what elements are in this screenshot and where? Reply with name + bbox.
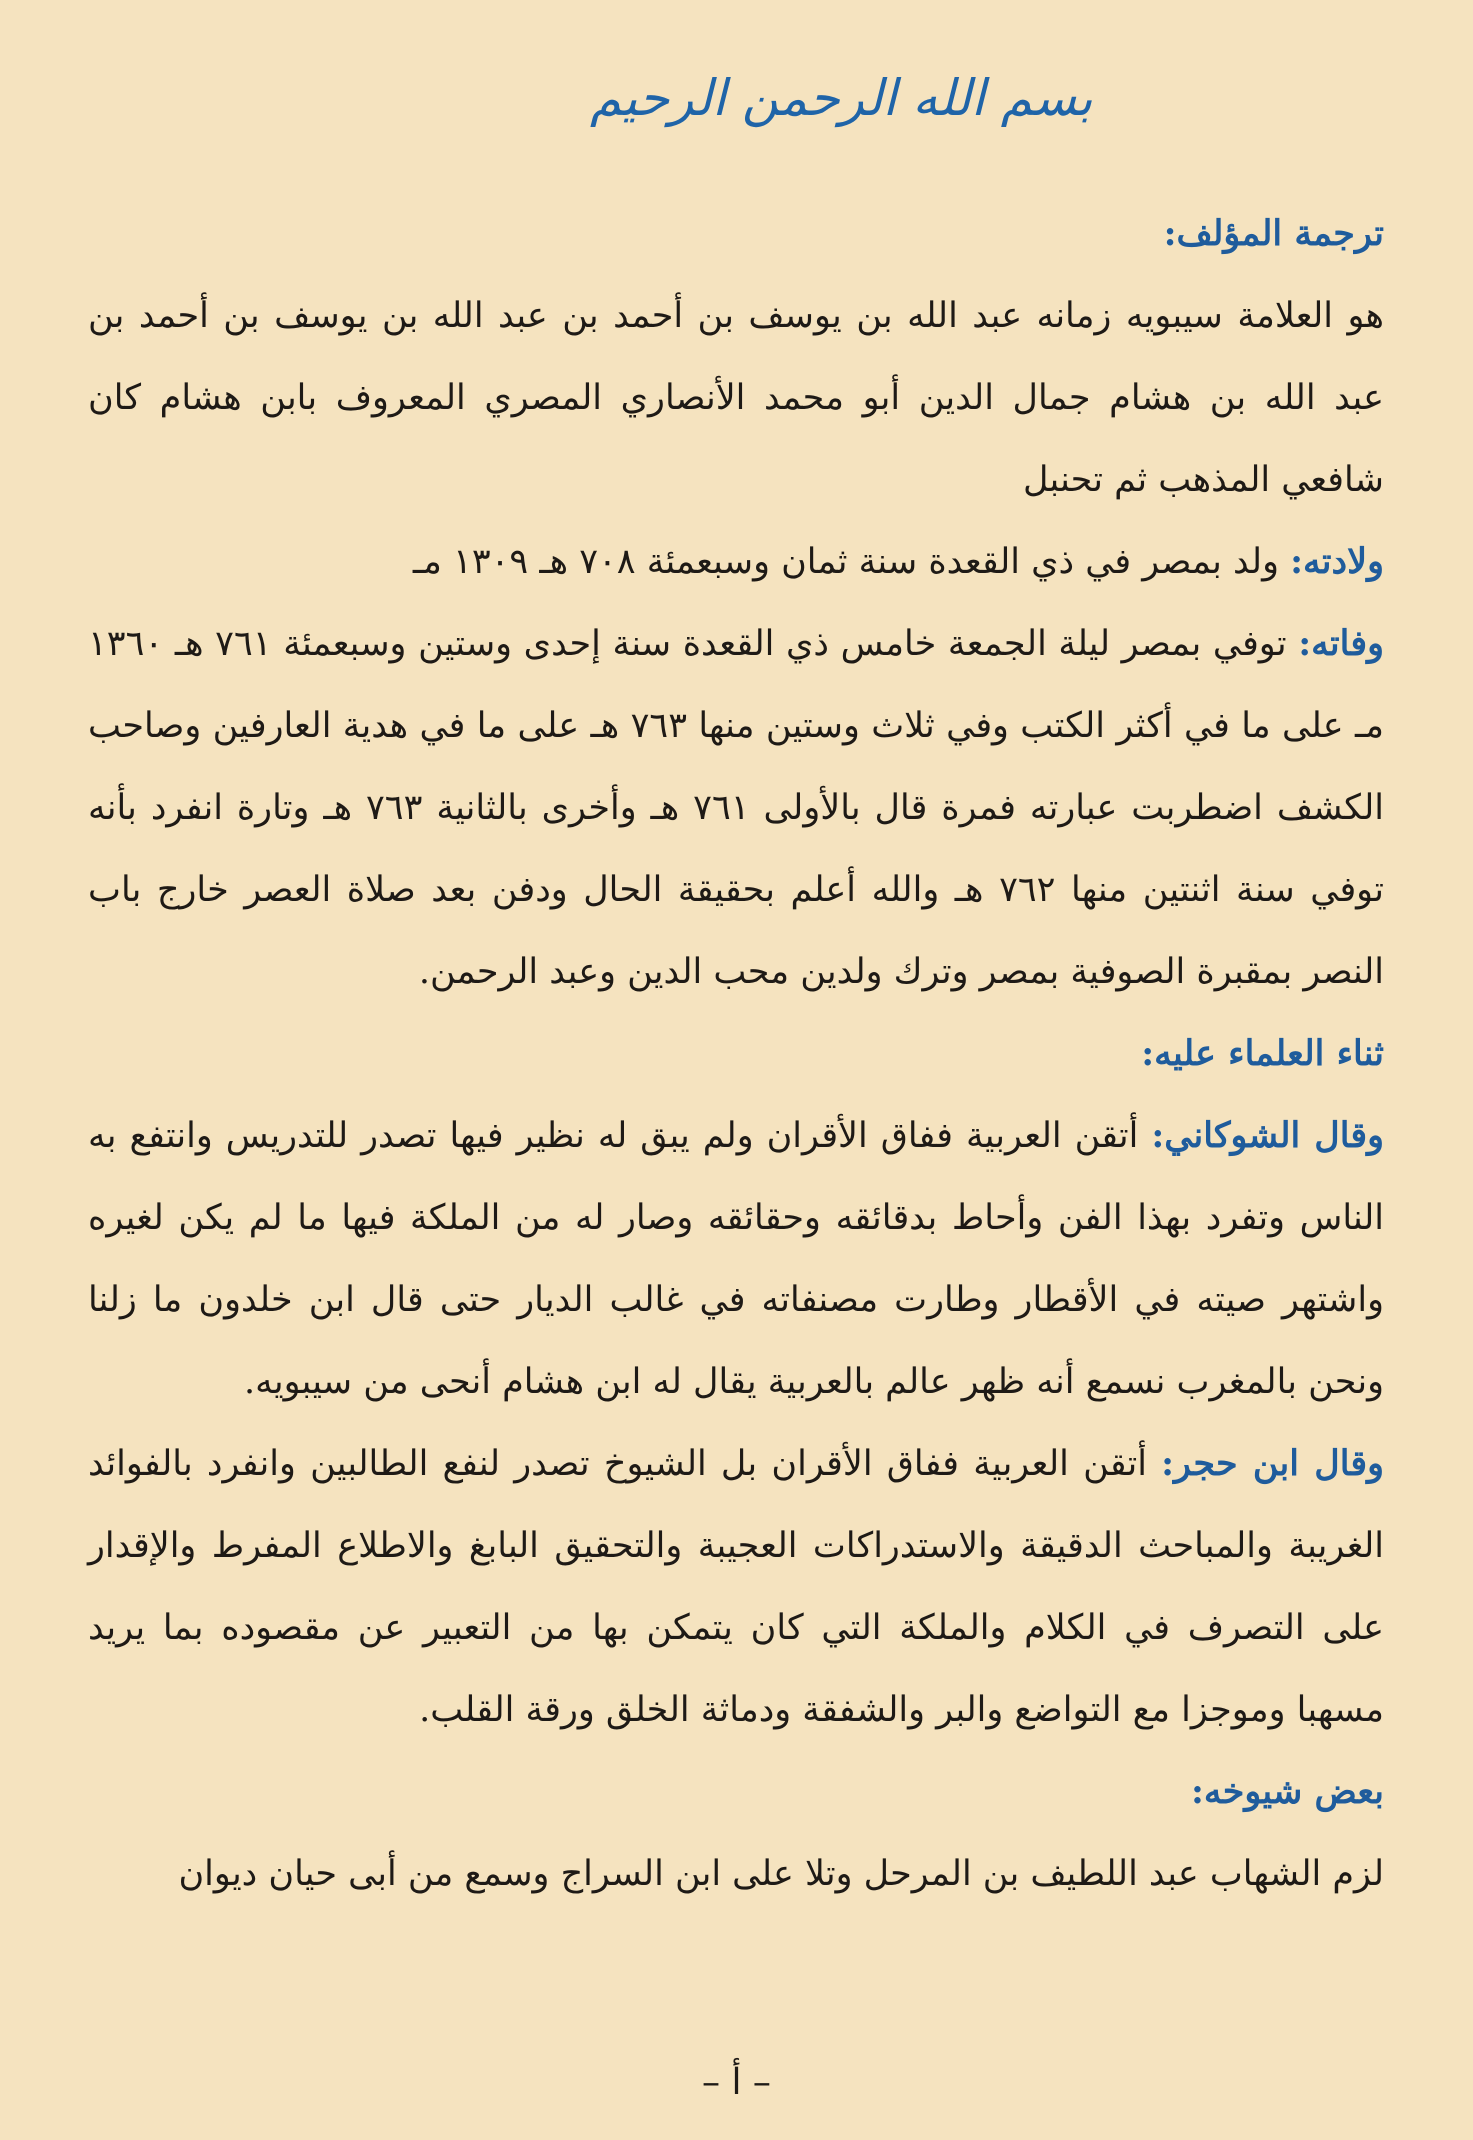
shawkani-paragraph (88, 1095, 1384, 1423)
hajar-label: وقال ابن حجر: (1161, 1443, 1384, 1484)
death-label: وفاته: (1298, 623, 1384, 664)
birth-label: ولادته: (1290, 541, 1384, 582)
hajar-text: أتقن العربية ففاق الأقران بل الشيوخ تصدر لنفع الطالبين وانفرد بالفوائد الغريبة والمباحث الدقيقة والاستدراكات العجيبة والتحقيق البابغ والاطلاع المفرط والإقدار على التصرف في الكلام والملكة التي كان يتمكن بها من التعبير عن مقصوده بما يريد مسهبا وموجزا مع التواضع والبر والشفقة ودماثة الخلق ورقة القلب. (88, 1444, 1384, 1730)
bio-paragraph: هو العلامة سيبويه زمانه عبد الله بن يوسف بن أحمد بن عبد الله بن يوسف بن أحمد بن عبد الله بن هشام جمال الدين أبو محمد الأنصاري المصري المعروف بابن هشام كان شافعي المذهب ثم تحنبل (88, 296, 1384, 500)
teachers-heading: بعض شيوخه: (1191, 1771, 1384, 1812)
shawkani-label: وقال الشوكاني: (1151, 1115, 1384, 1156)
birth-text: ولد بمصر في ذي القعدة سنة ثمان وسبعمئة ٧٠٨ هـ ١٣٠٩ مـ (412, 542, 1291, 582)
shawkani-text: أتقن العربية ففاق الأقران ولم يبق له نظير فيها تصدر للتدريس وانتفع به الناس وتفرد بهذا الفن وأحاط بدقائقه وحقائقه وصار له من الملكة فيها ما لم يكن لغيره واشتهر صيته في الأقطار وطارت مصنفاته في غالب الديار حتى قال ابن خلدون ما زلنا ونحن بالمغرب نسمع أنه ظهر عالم بالعربية يقال له ابن هشام أنحى من سيبويه. (88, 1116, 1384, 1402)
page-number: – أ – (702, 2062, 771, 2103)
bio-heading: ترجمة المؤلف: (1163, 213, 1384, 254)
praise-heading: ثناء العلماء عليه: (1141, 1033, 1384, 1074)
death-text: توفي بمصر ليلة الجمعة خامس ذي القعدة سنة إحدى وستين وسبعمئة ٧٦١ هـ ١٣٦٠ مـ على ما في أكثر الكتب وفي ثلاث وستين منها ٧٦٣ هـ على ما في هدية العارفين وصاحب الكشف اضطربت عبارته فمرة قال بالأولى ٧٦١ هـ وأخرى بالثانية ٧٦٣ هـ وتارة انفرد بأنه توفي سنة اثنتين منها ٧٦٢ هـ والله أعلم بحقيقة الحال ودفن بعد صلاة العصر خارج باب النصر بمقبرة الصوفية بمصر وترك ولدين محب الدين وعبد الرحمن. (88, 624, 1384, 992)
teachers-paragraph: لزم الشهاب عبد اللطيف بن المرحل وتلا على ابن السراج وسمع من أبى حيان ديوان (178, 1854, 1384, 1894)
birth-paragraph (88, 521, 1384, 603)
hajar-paragraph (88, 1423, 1384, 1751)
death-paragraph (88, 603, 1384, 1013)
page-content (88, 193, 1384, 1915)
basmala-calligraphy: بسم الله الرحمن الرحيم (590, 69, 1093, 127)
